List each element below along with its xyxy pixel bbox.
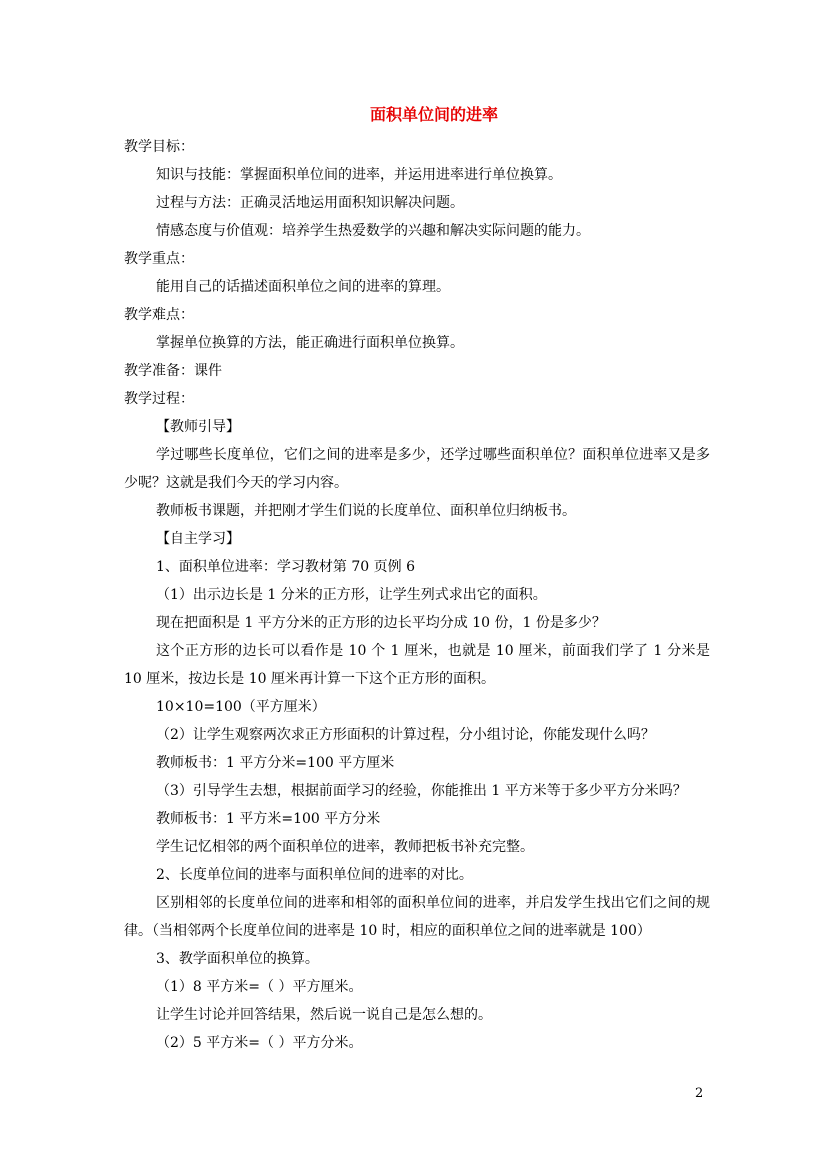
paragraph-line: 教师板书：1 平方米=100 平方分米	[156, 811, 381, 827]
paragraph-line: （1）8 平方米=（ ）平方厘米。	[156, 979, 363, 995]
paragraph-line: （2）5 平方米=（ ）平方分米。	[156, 1035, 363, 1051]
paragraph-line: 【教师引导】	[156, 419, 240, 435]
paragraph-line: 教学准备：课件	[124, 363, 222, 379]
paragraph-line: 10×10=100（平方厘米）	[156, 699, 326, 715]
paragraph-line: 2、长度单位间的进率与面积单位间的进率的对比。	[156, 867, 473, 883]
paragraph-line: 知识与技能：掌握面积单位间的进率，并运用进率进行单位换算。	[156, 167, 562, 183]
paragraph-line: 1、面积单位进率：学习教材第 70 页例 6	[156, 559, 415, 575]
paragraph-line: 教学重点：	[124, 251, 194, 267]
paragraph-line: 让学生讨论并回答结果，然后说一说自己是怎么想的。	[156, 1007, 492, 1023]
paragraph-line: 学生记忆相邻的两个面积单位的进率，教师把板书补充完整。	[156, 839, 534, 855]
paragraph-line: 教学难点：	[124, 307, 194, 323]
paragraph-line: 区别相邻的长度单位间的进率和相邻的面积单位间的进率，并启发学生找出它们之间的规律。（当相邻两个长度单位间的进率是 10 时，相应的面积单位之间的进率就是 100）	[124, 895, 710, 939]
paragraph-line: 这个正方形的边长可以看作是 10 个 1 厘米，也就是 10 厘米，前面我们学了 1 分米是 10 厘米，按边长是 10 厘米再计算一下这个正方形的面积。	[124, 643, 710, 687]
document-title: 面积单位间的进率	[369, 105, 498, 124]
paragraph-line: 教学目标：	[124, 139, 194, 155]
document-body	[124, 133, 710, 1057]
page-number: 2	[695, 1086, 704, 1101]
paragraph-line: 过程与方法：正确灵活地运用面积知识解决问题。	[156, 195, 464, 211]
paragraph-line: 学过哪些长度单位，它们之间的进率是多少，还学过哪些面积单位？面积单位进率又是多少呢？这就是我们今天的学习内容。	[124, 447, 710, 491]
paragraph-line: 教学过程：	[124, 391, 194, 407]
paragraph-line: （3）引导学生去想，根据前面学习的经验，你能推出 1 平方米等于多少平方分米吗？	[156, 783, 687, 799]
paragraph-line: 现在把面积是 1 平方分米的正方形的边长平均分成 10 份，1 份是多少？	[156, 615, 606, 631]
paragraph-line: 【自主学习】	[156, 531, 240, 547]
paragraph-line: （2）让学生观察两次求正方形面积的计算过程，分小组讨论，你能发现什么吗？	[156, 727, 655, 743]
paragraph-line: 能用自己的话描述面积单位之间的进率的算理。	[156, 279, 450, 295]
paragraph-line: 情感态度与价值观：培养学生热爱数学的兴趣和解决实际问题的能力。	[156, 223, 590, 239]
paragraph-line: 教师板书课题，并把刚才学生们说的长度单位、面积单位归纳板书。	[156, 503, 576, 519]
paragraph-line: （1）出示边长是 1 分米的正方形，让学生列式求出它的面积。	[156, 587, 547, 603]
paragraph-line: 3、教学面积单位的换算。	[156, 951, 319, 967]
paragraph-line: 掌握单位换算的方法，能正确进行面积单位换算。	[156, 335, 464, 351]
paragraph-line: 教师板书：1 平方分米=100 平方厘米	[156, 755, 395, 771]
